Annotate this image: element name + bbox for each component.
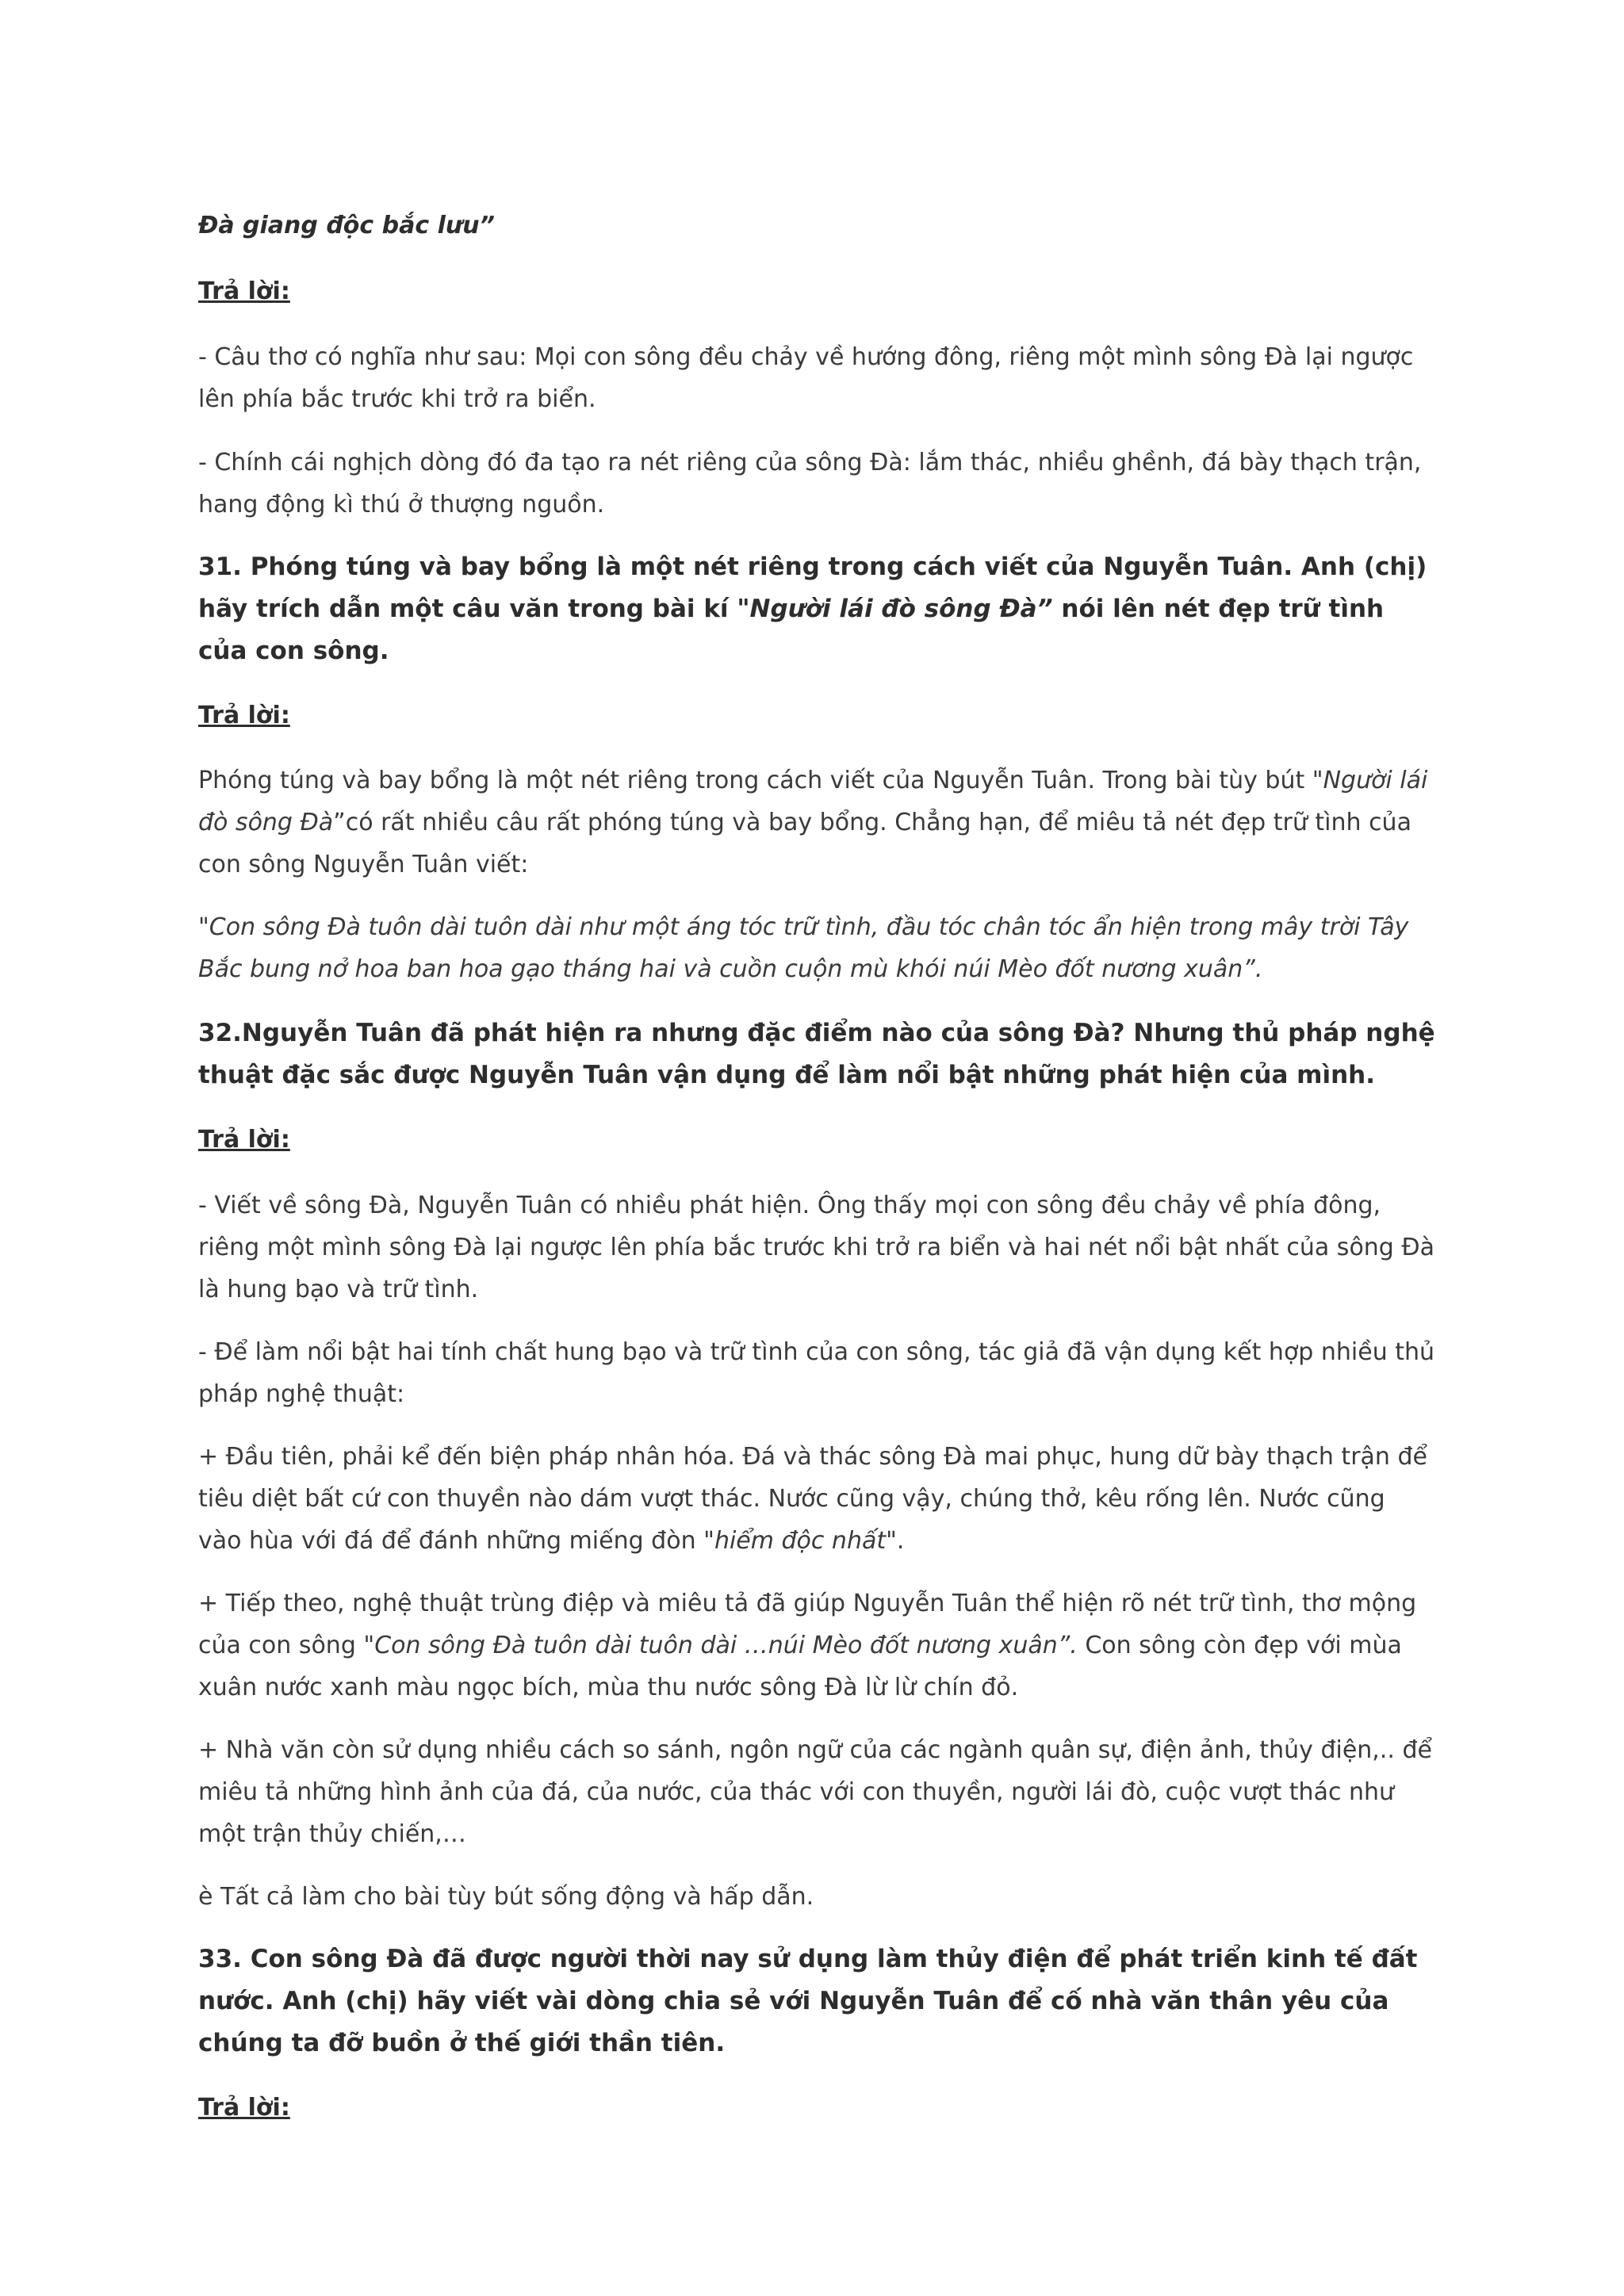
paragraph: - Viết về sông Đà, Nguyễn Tuân có nhiều phát hiện. Ông thấy mọi con sông đều chảy về phía đông, riêng một mình sông Đà lại ngược lên phía bắc trước khi trở ra biển và hai nét nổi bật nhất của sông Đà là hung bạo và trữ tình. bbox=[198, 1192, 1435, 1303]
paragraph bbox=[198, 1582, 1435, 1709]
work-title: Người lái đò sông Đà bbox=[198, 767, 1428, 836]
answer-label: Trả lời: bbox=[198, 702, 290, 729]
answer-label: Trả lời: bbox=[198, 1126, 290, 1154]
paragraph-text: Con sông còn đẹp với mùa xuân nước xanh màu ngọc bích, mùa thu nước sông Đà lừ lừ chín đỏ. bbox=[198, 1632, 1402, 1701]
emphasis: hiểm độc nhất bbox=[714, 1527, 887, 1555]
paragraph bbox=[198, 760, 1435, 886]
paragraph: è Tất cả làm cho bài tùy bút sống động và hấp dẫn. bbox=[198, 1883, 814, 1911]
paragraph: + Nhà văn còn sử dụng nhiều cách so sánh, ngôn ngữ của các ngành quân sự, điện ảnh, thủy điện,.. để miêu tả những hình ảnh của đá, của nước, của thác với con thuyền, người lái đò, cuộc vượt thác như một trận thủy chiến,… bbox=[198, 1736, 1432, 1848]
answer-label: Trả lời: bbox=[198, 277, 290, 305]
work-title: Người lái đò sông Đà” bbox=[749, 595, 1053, 623]
paragraph: - Câu thơ có nghĩa như sau: Mọi con sông đều chảy về hướng đông, riêng một mình sông Đà lại ngược lên phía bắc trước khi trở ra biển. bbox=[198, 343, 1414, 413]
paragraph-text: ”có rất nhiều câu rất phóng túng và bay bổng. Chẳng hạn, để miêu tả nét đẹp trữ tình của con sông Nguyễn Tuân viết: bbox=[198, 809, 1411, 878]
paragraph bbox=[198, 1436, 1435, 1562]
paragraph-text: + Tiếp theo, nghệ thuật trùng điệp và miêu tả đã giúp Nguyễn Tuân thể hiện rõ nét trữ tình, thơ mộng của con sông bbox=[198, 1590, 1417, 1659]
quote: "Con sông Đà tuôn dài tuôn dài như một áng tóc trữ tình, đầu tóc chân tóc ẩn hiện trong mây trời Tây Bắc bung nở hoa ban hoa gạo tháng hai và cuồn cuộn mù khói núi Mèo đốt nương xuân”. bbox=[198, 913, 1409, 983]
question-heading bbox=[198, 546, 1435, 672]
question-text: 31. Phóng túng và bay bổng là một nét riêng trong cách viết của Nguyễn Tuân. Anh (chị) hãy trích dẫn một câu văn trong bài kí " bbox=[198, 553, 1427, 623]
paragraph: - Để làm nổi bật hai tính chất hung bạo và trữ tình của con sông, tác giả đã vận dụng kết hợp nhiều thủ pháp nghệ thuật: bbox=[198, 1338, 1435, 1408]
document-page bbox=[198, 205, 1435, 2129]
question-text: nói lên nét đẹp trữ tình của con sông. bbox=[198, 595, 1385, 665]
question-heading: 32.Nguyễn Tuân đã phát hiện ra nhưng đặc điểm nào của sông Đà? Nhưng thủ pháp nghệ thuật đặc sắc được Nguyễn Tuân vận dụng để làm nổi bật những phát hiện của mình. bbox=[198, 1019, 1435, 1089]
paragraph-text: ". bbox=[886, 1527, 905, 1555]
answer-label: Trả lời: bbox=[198, 2094, 290, 2122]
paragraph-text: + Đầu tiên, phải kể đến biện pháp nhân hóa. Đá và thác sông Đà mai phục, hung dữ bày thạch trận để tiêu diệt bất cứ con thuyền nào dám vượt thác. Nước cũng vậy, chúng thở, kêu rống lên. Nước cũng vào hùa với đá để đánh những miếng đòn " bbox=[198, 1443, 1427, 1555]
emphasis: "Con sông Đà tuôn dài tuôn dài …núi Mèo đốt nương xuân”. bbox=[363, 1632, 1078, 1659]
poem-line: Đà giang độc bắc lưu” bbox=[198, 212, 495, 239]
paragraph-text: Phóng túng và bay bổng là một nét riêng trong cách viết của Nguyễn Tuân. Trong bài tùy bút " bbox=[198, 767, 1323, 794]
question-heading: 33. Con sông Đà đã được người thời nay sử dụng làm thủy điện để phát triển kinh tế đất nước. Anh (chị) hãy viết vài dòng chia sẻ với Nguyễn Tuân để cố nhà văn thân yêu của chúng ta đỡ buồn ở thế giới thần tiên. bbox=[198, 1945, 1418, 2057]
paragraph: - Chính cái nghịch dòng đó đa tạo ra nét riêng của sông Đà: lắm thác, nhiều ghềnh, đá bày thạch trận, hang động kì thú ở thượng nguồn. bbox=[198, 449, 1422, 519]
